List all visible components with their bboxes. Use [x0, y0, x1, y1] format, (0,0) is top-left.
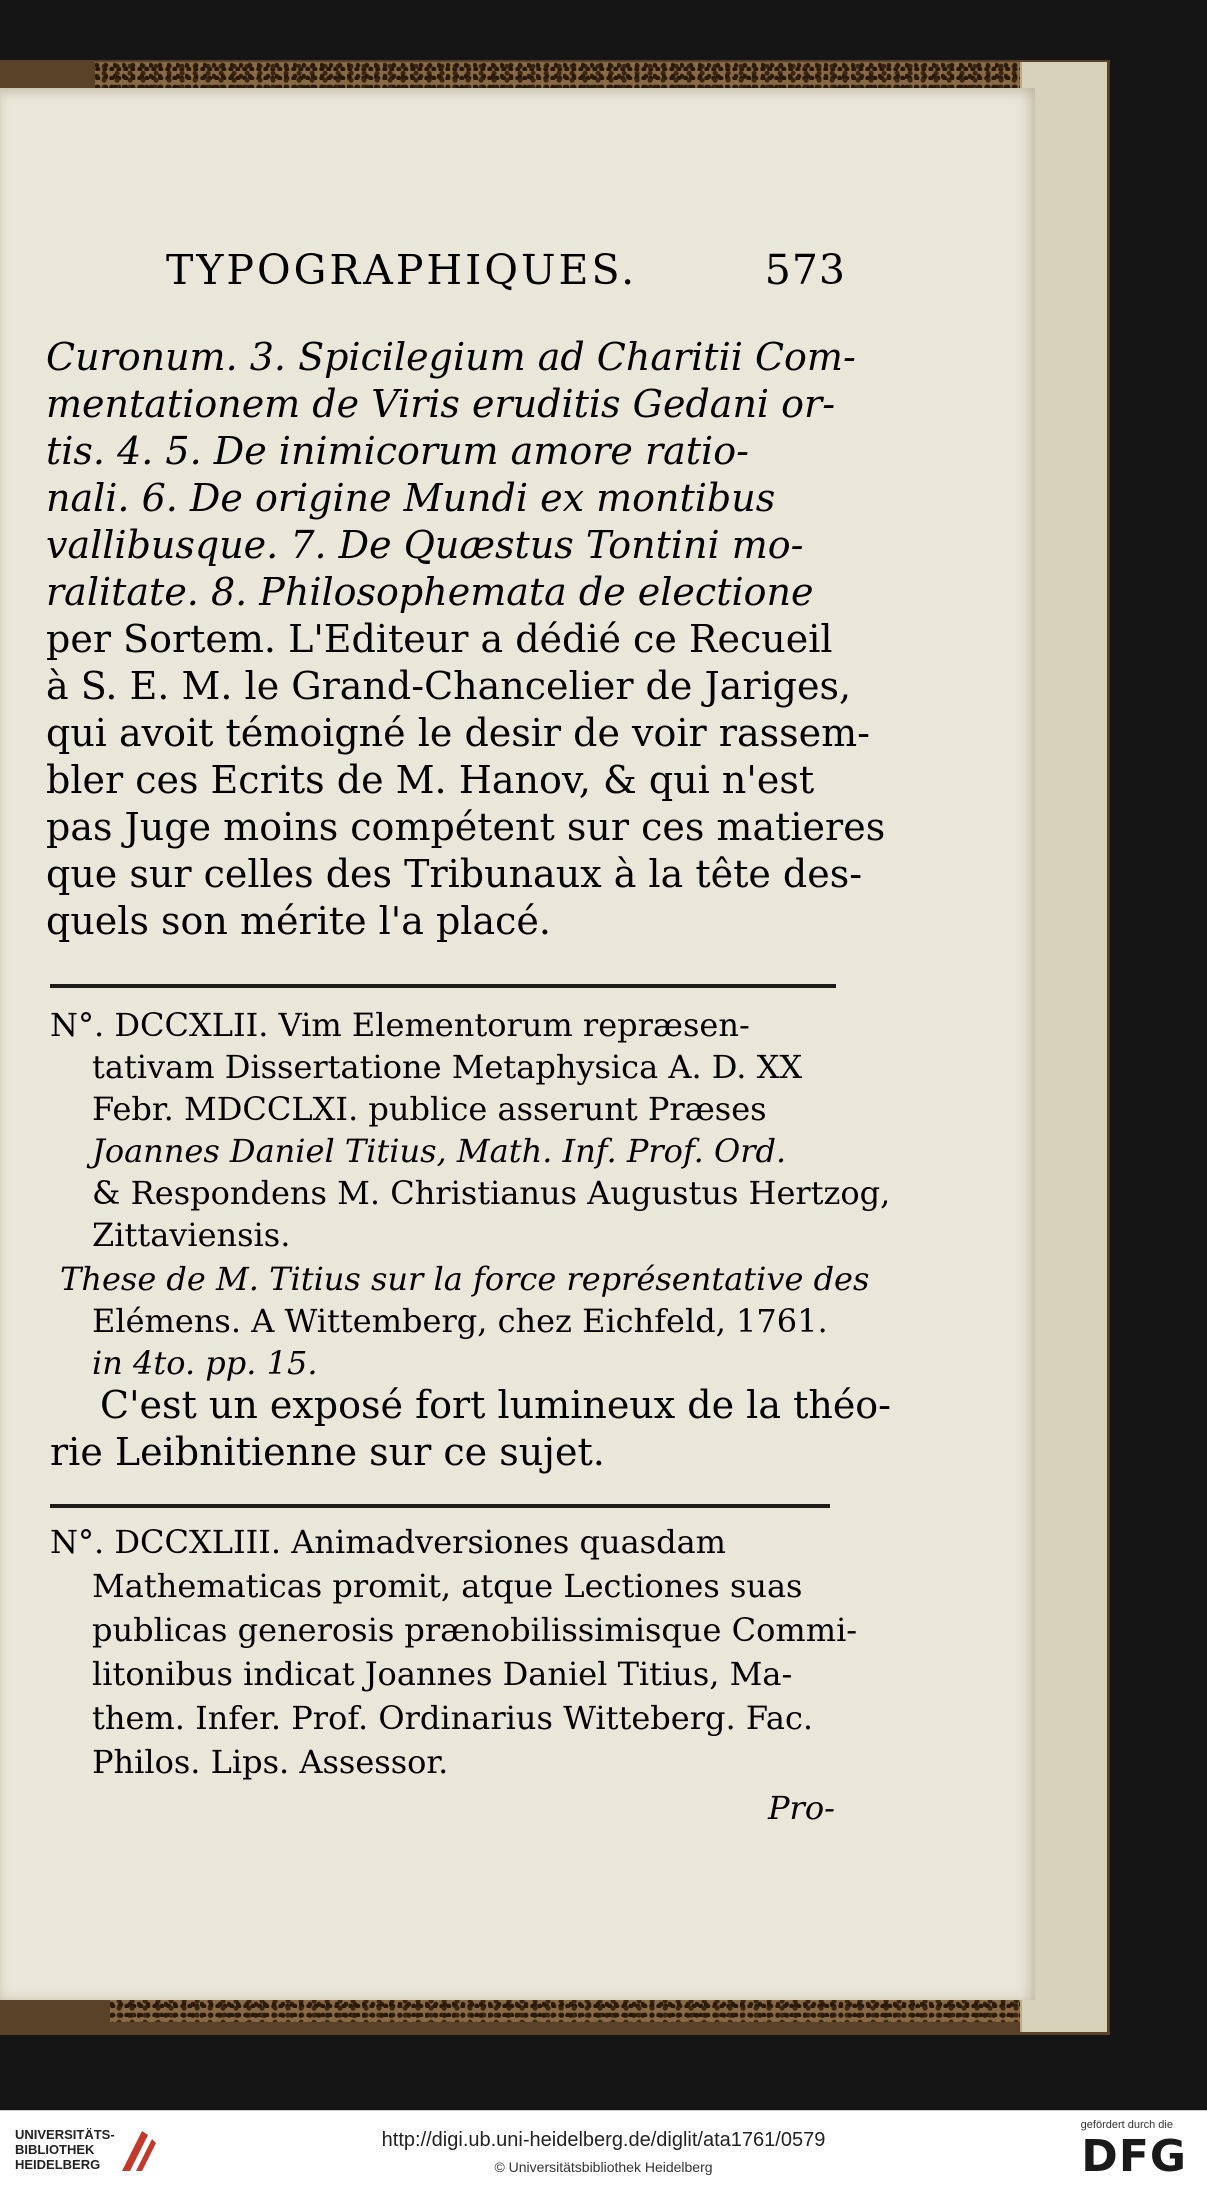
text-line: tativam Dissertatione Metaphysica A. D. XX	[92, 1048, 803, 1086]
text-line: Elémens. A Wittemberg, chez Eichfeld, 1761.	[92, 1302, 828, 1340]
text-line: publicas generosis prænobilissimisque Commi-	[92, 1611, 858, 1649]
dfg-logo: DFG	[1081, 2131, 1187, 2182]
text-line: nali. 6. De origine Mundi ex montibus	[46, 476, 776, 520]
text-line: litonibus indicat Joannes Daniel Titius, Ma-	[92, 1655, 793, 1693]
text-line: Joannes Daniel Titius, Math. Inf. Prof. Ord.	[92, 1132, 787, 1170]
section-rule	[50, 984, 836, 988]
section-rule	[50, 1504, 830, 1508]
text-line: N°. DCCXLII. Vim Elementorum repræsen-	[50, 1006, 750, 1044]
funding-label: gefördert durch die	[1080, 2119, 1173, 2131]
text-line: Philos. Lips. Assessor.	[92, 1743, 449, 1781]
library-name-line: BIBLIOTHEK	[15, 2142, 95, 2157]
text-line: Febr. MDCCLXI. publice asserunt Præses	[92, 1090, 767, 1128]
text-line: Mathematicas promit, atque Lectiones suas	[92, 1567, 803, 1605]
text-line: quels son mérite l'a placé.	[46, 899, 551, 943]
text-line: ralitate. 8. Philosophemata de electione	[46, 570, 814, 614]
text-line: pas Juge moins compétent sur ces matieres	[46, 805, 886, 849]
text-line: que sur celles des Tribunaux à la tête des-	[46, 852, 863, 896]
header-title: TYPOGRAPHIQUES.	[166, 246, 638, 294]
text-line: & Respondens M. Christianus Augustus Hertzog,	[92, 1174, 891, 1212]
page-number: 573	[764, 246, 846, 294]
running-header	[166, 246, 846, 294]
text-line: per Sortem. L'Editeur a dédié ce Recueil	[46, 617, 833, 661]
text-line: in 4to. pp. 15.	[92, 1344, 318, 1382]
text-line: These de M. Titius sur la force représentative des	[60, 1260, 870, 1298]
text-line: tis. 4. 5. De inimicorum amore ratio-	[46, 429, 749, 473]
text-line: bler ces Ecrits de M. Hanov, & qui n'est	[46, 758, 815, 802]
text-line: Zittaviensis.	[92, 1216, 291, 1254]
permalink-url[interactable]: http://digi.ub.uni-heidelberg.de/diglit/ata1761/0579	[381, 2129, 826, 2151]
text-line: rie Leibnitienne sur ce sujet.	[50, 1430, 605, 1474]
copyright-notice: © Universitätsbibliothek Heidelberg	[494, 2159, 713, 2175]
text-line: qui avoit témoigné le desir de voir rassem-	[46, 711, 870, 755]
library-name-line: UNIVERSITÄTS-	[15, 2127, 115, 2142]
catchword: Pro-	[768, 1789, 835, 1827]
text-line: them. Infer. Prof. Ordinarius Witteberg. Fac.	[92, 1699, 814, 1737]
text-line: vallibusque. 7. De Quæstus Tontini mo-	[46, 523, 804, 567]
text-line: N°. DCCXLIII. Animadversiones quasdam	[50, 1523, 726, 1561]
book-page	[0, 88, 1035, 2000]
text-line: C'est un exposé fort lumineux de la théo-	[100, 1383, 892, 1427]
text-line: mentationem de Viris eruditis Gedani or-	[46, 382, 836, 426]
text-line: Curonum. 3. Spicilegium ad Charitii Com-	[46, 335, 856, 379]
text-line: à S. E. M. le Grand-Chancelier de Jariges,	[46, 664, 852, 708]
viewer-footer	[0, 2110, 1207, 2191]
library-name-line: HEIDELBERG	[15, 2157, 101, 2172]
